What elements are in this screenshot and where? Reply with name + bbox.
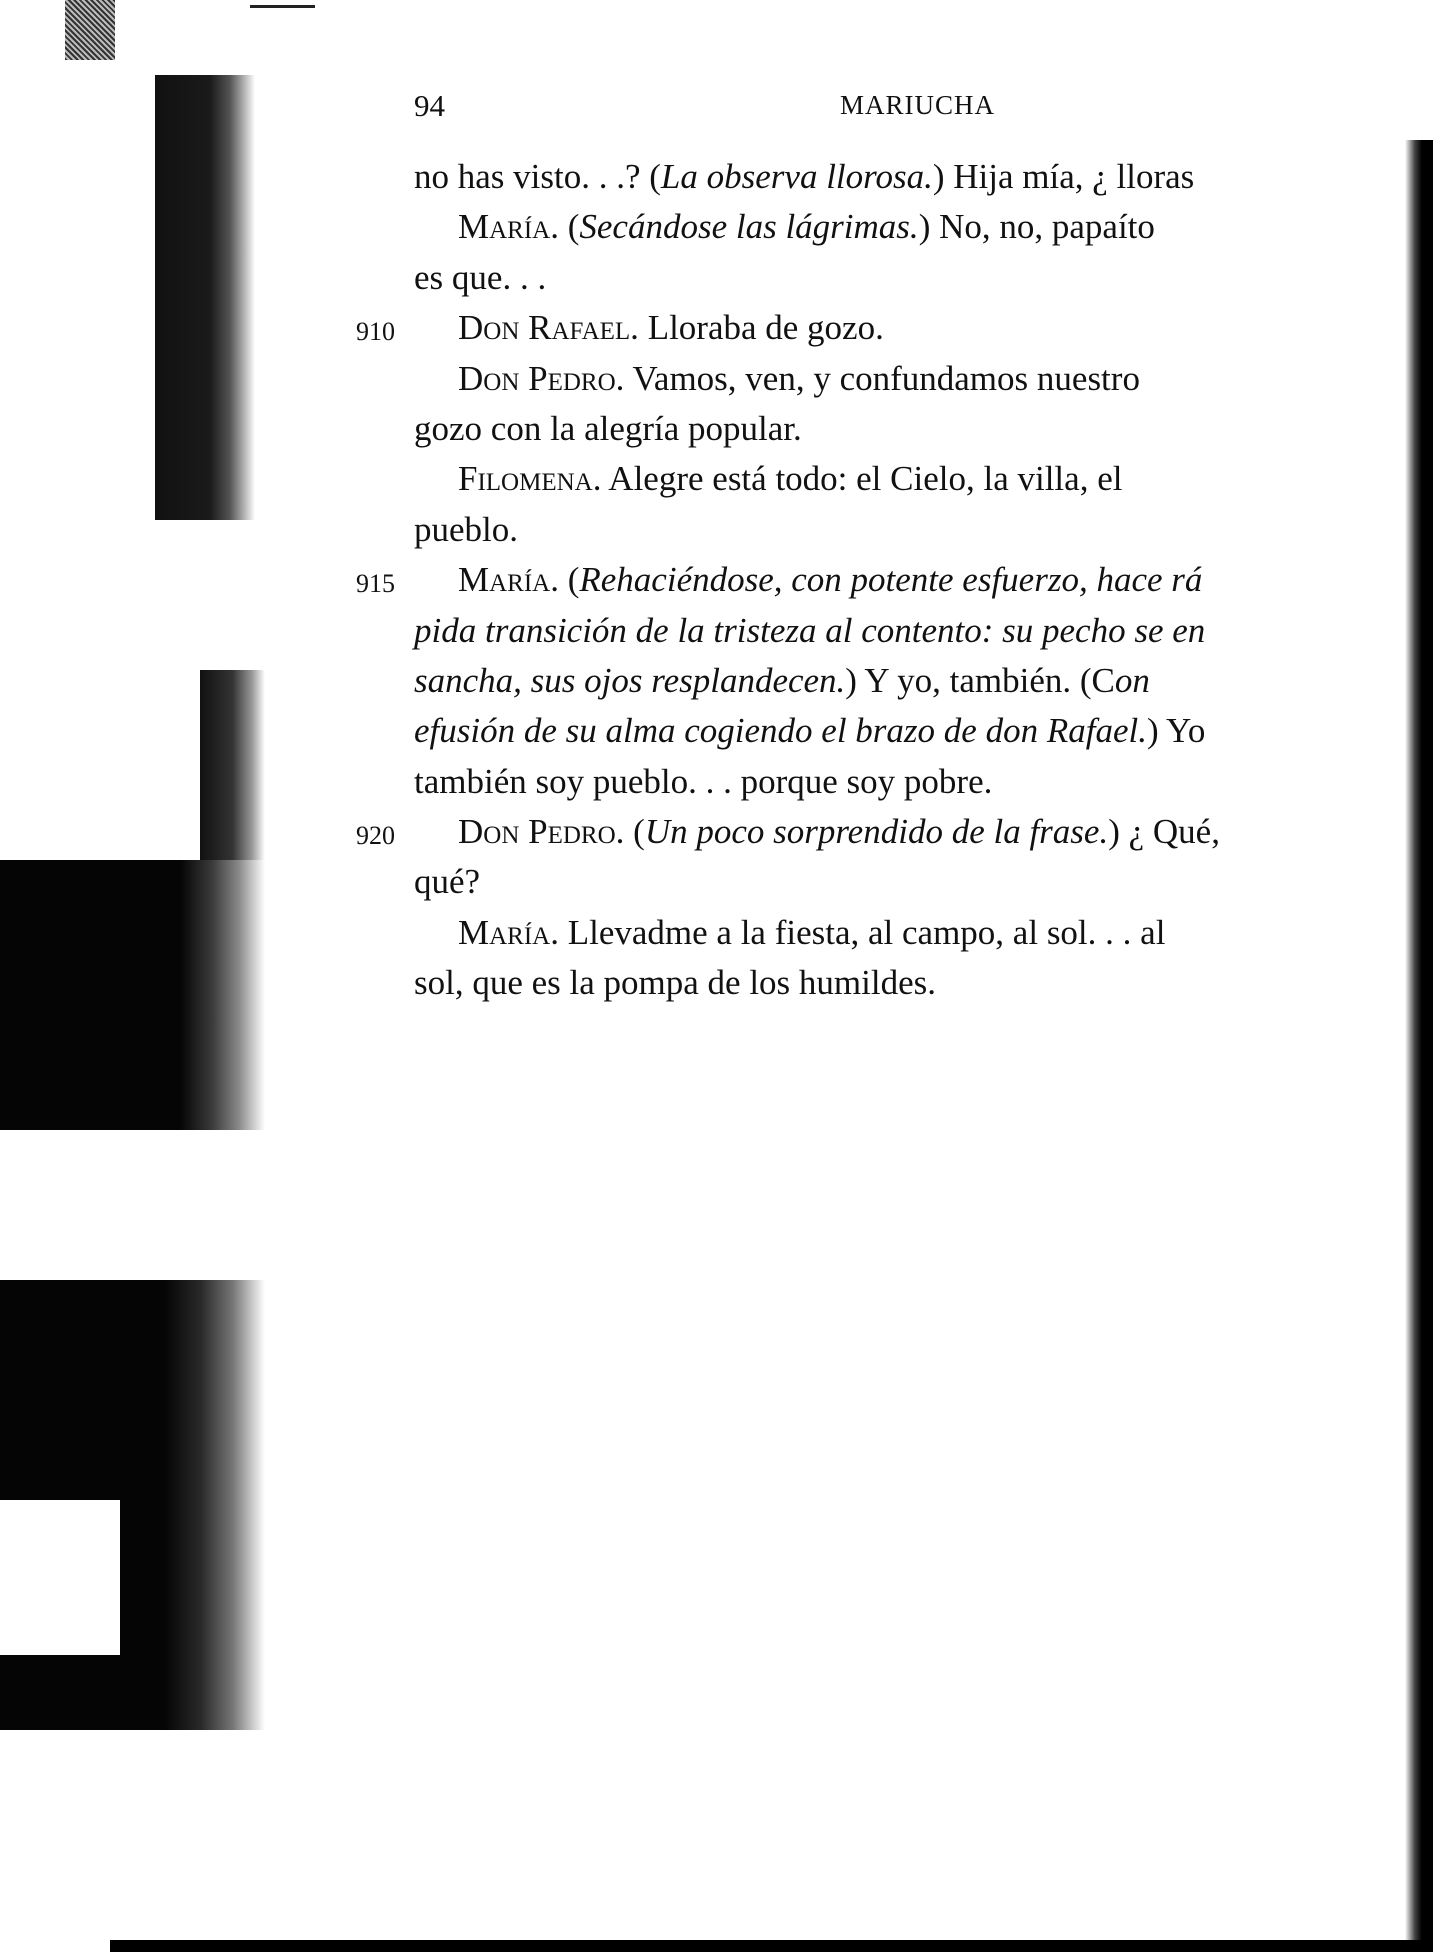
scan-artifact [0,1500,120,1655]
text-line [414,354,1394,404]
dialogue-text: gozo con la alegría popular. [414,408,802,448]
dialogue-text: ( [558,560,580,600]
dialogue-text: Alegre está todo: el Cielo, la villa, el [601,459,1123,499]
scan-binding-shadow [0,860,265,1130]
scan-artifact [0,1130,125,1280]
text-line [414,152,1394,202]
dialogue-text: sol, que es la pompa de los humildes. [414,963,937,1003]
stage-direction: efusión de su alma cogiendo el brazo de don Rafael. [414,711,1147,751]
text-line [414,202,1394,252]
dialogue-text: ) Yo [1146,711,1206,751]
stage-direction: Rehaciéndose, con potente esfuerzo, hace rá [579,560,1203,600]
dialogue-text: no has visto. . .? [414,157,650,196]
dialogue-text: Lloraba de gozo. [638,308,884,348]
line-number: 920 [356,821,395,851]
dialogue-text: Vamos, ven, y confundamos nuestro [624,358,1140,398]
speaker-name: Filomena. [458,459,602,499]
speaker-name: Don Pedro. [458,812,625,852]
text-line [414,908,1394,958]
text-line [356,555,1394,605]
stage-direction: Un poco sorprendido de la frase. [644,812,1109,852]
line-number: 910 [356,317,395,347]
scan-edge-shadow [1405,140,1433,1952]
text-line [414,606,1394,656]
text-line [414,958,1394,1008]
stage-direction: sancha, sus ojos resplandecen. [414,660,846,700]
dialogue-text: ) Hija mía, ¿ lloras [932,157,1195,196]
text-line [414,706,1394,756]
scan-artifact [65,0,115,60]
dialogue-text: qué? [414,862,481,902]
dialogue-text: ) ¿ Qué, [1108,812,1220,852]
scan-binding-shadow [200,670,265,870]
speaker-name: María. [458,560,559,600]
text-line [414,857,1394,907]
dialogue-text: ( [649,157,661,196]
speaker-name: Don Rafael. [458,308,639,348]
stage-direction: La observa llorosa. [660,157,933,196]
stage-direction: pida transición de la tristeza al contento: su pecho se en [414,610,1206,650]
text-line [414,505,1394,555]
text-line [414,454,1394,504]
dialogue-text: es que. . . [414,257,547,297]
dialogue-text: Llevadme a la fiesta, al campo, al sol. . . al [558,912,1166,952]
speaker-name: Don Pedro. [458,358,625,398]
line-number: 915 [356,569,395,599]
speaker-name: María. [458,207,559,247]
stage-direction: on [1114,660,1150,700]
text-line [414,757,1394,807]
page-number: 94 [414,88,445,123]
dialogue-text: ( [624,812,645,852]
text-line [356,807,1394,857]
play-text [356,152,1394,1009]
scan-binding-shadow [155,75,255,520]
text-line [356,303,1394,353]
dialogue-text: también soy pueblo. . . porque soy pobre. [414,761,993,801]
dialogue-text: ( [558,207,580,247]
dialogue-text: ) Y yo, también. (C [845,660,1115,700]
dialogue-text: ) No, no, papaíto [918,207,1155,247]
text-line [414,404,1394,454]
running-title: MARIUCHA [840,90,996,120]
text-line [414,656,1394,706]
scan-artifact [250,5,315,8]
stage-direction: Secándose las lágrimas. [579,207,919,247]
dialogue-text: pueblo. [414,509,519,549]
speaker-name: María. [458,912,559,952]
text-line [414,253,1394,303]
scan-edge-shadow [110,1940,1433,1952]
